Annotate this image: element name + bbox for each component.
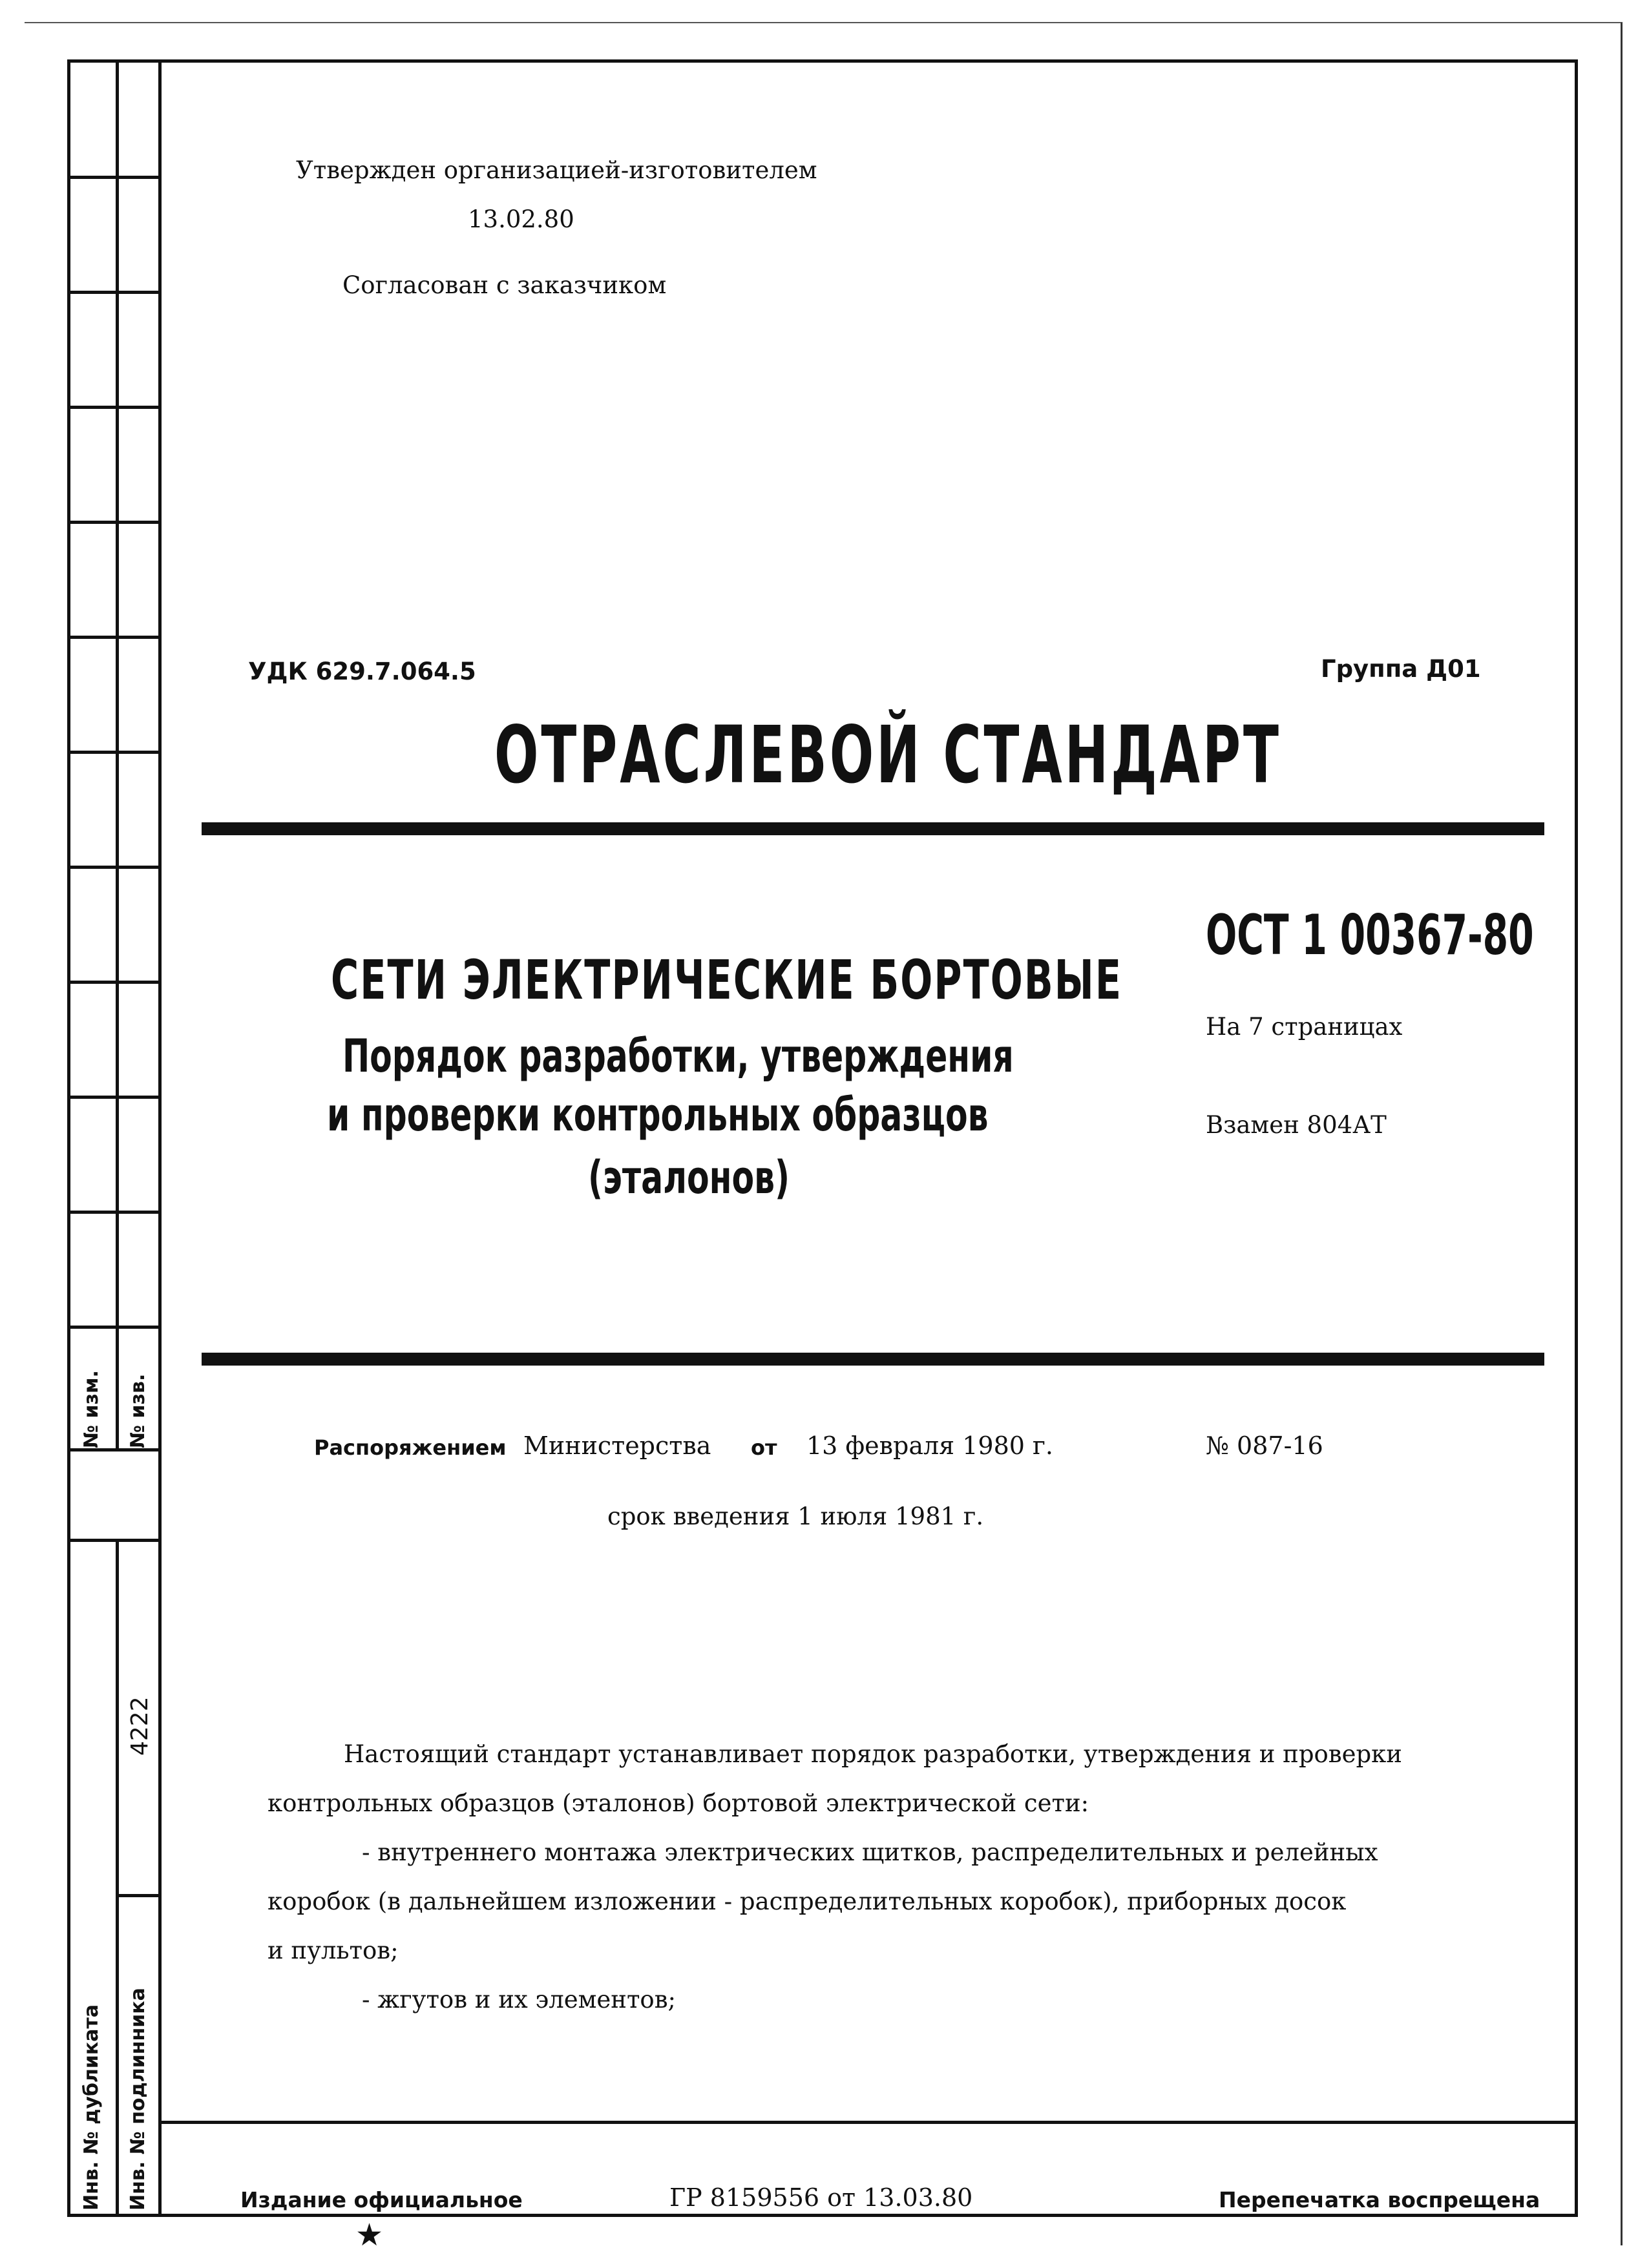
strip-cell-line (67, 176, 162, 179)
standard-type-heading: ОТРАСЛЕВОЙ СТАНДАРТ (494, 709, 1281, 801)
star-icon: ★ (355, 2217, 384, 2253)
official-edition: Издание официальное (240, 2187, 523, 2212)
udk-code: УДК 629.7.064.5 (248, 658, 476, 685)
strip-divider (116, 1541, 119, 2217)
order-by: Распоряжением (314, 1435, 507, 1460)
strip-cell-line (67, 291, 162, 294)
order-number: № 087-16 (1206, 1431, 1323, 1460)
body-item1-line1: - внутреннего монтажа электрических щитков, распределительных и релейных (362, 1838, 1378, 1866)
strip-cell-line (67, 521, 162, 524)
strip-cell-line (67, 866, 162, 869)
strip-divider (158, 59, 162, 2217)
strip-cell-line (67, 636, 162, 639)
strip-cell-line (67, 1539, 162, 1542)
top-rule (202, 822, 1544, 835)
order-from: от (751, 1435, 777, 1460)
body-item1-line3: и пультов; (268, 1937, 399, 1964)
body-p1-line1: Настоящий стандарт устанавливает порядок разработки, утверждения и проверки (344, 1740, 1402, 1768)
title-sub-line3: (эталонов) (588, 1151, 790, 1204)
duplicate-inventory-label: Инв. № дубликата (80, 2004, 103, 2211)
body-item1-line2: коробок (в дальнейшем изложении - распределительных коробок), приборных досок (268, 1888, 1347, 1915)
effective-date: срок введения 1 июля 1981 г. (607, 1503, 984, 1530)
body-p1-line2: контрольных образцов (эталонов) бортовой электрической сети: (268, 1789, 1089, 1817)
middle-rule (202, 1353, 1544, 1366)
notice-no-label: № изв. (127, 1373, 149, 1448)
agreed-with: Согласован с заказчиком (342, 271, 667, 299)
reprint-prohibited: Перепечатка воспрещена (1219, 2187, 1540, 2212)
strip-cell-line (67, 1448, 162, 1451)
order-date: 13 февраля 1980 г. (806, 1431, 1054, 1460)
standard-code: ОСТ 1 00367-80 (1206, 903, 1534, 968)
binding-strip (67, 59, 162, 2217)
page-count: На 7 страницах (1206, 1013, 1403, 1041)
strip-cell-line (67, 406, 162, 409)
approved-by: Утвержден организацией-изготовителем (296, 156, 817, 184)
title-main: СЕТИ ЭЛЕКТРИЧЕСКИЕ БОРТОВЫЕ (331, 948, 1123, 1012)
title-sub-line2: и проверки контрольных образцов (327, 1088, 989, 1141)
strip-cell-line (116, 1894, 162, 1897)
original-inventory-label: Инв. № подлинника (127, 1988, 149, 2211)
strip-divider (116, 59, 119, 1451)
order-ministry: Министерства (523, 1431, 711, 1460)
group-code: Группа Д01 (1321, 655, 1481, 683)
approved-date: 13.02.80 (468, 205, 574, 233)
strip-cell-line (67, 751, 162, 754)
replaces: Взамен 804АТ (1206, 1111, 1387, 1139)
strip-cell-line (67, 1096, 162, 1099)
footer-rule (162, 2121, 1578, 2124)
strip-cell-line (67, 981, 162, 984)
body-item2: - жгутов и их элементов; (362, 1986, 677, 2013)
change-no-label: № изм. (80, 1370, 103, 1448)
strip-cell-line (67, 1211, 162, 1214)
title-sub-line1: Порядок разработки, утверждения (342, 1030, 1014, 1083)
registration-number: ГР 8159556 от 13.03.80 (669, 2183, 973, 2212)
strip-cell-line (67, 1326, 162, 1329)
inventory-number: 4222 (127, 1696, 153, 1756)
